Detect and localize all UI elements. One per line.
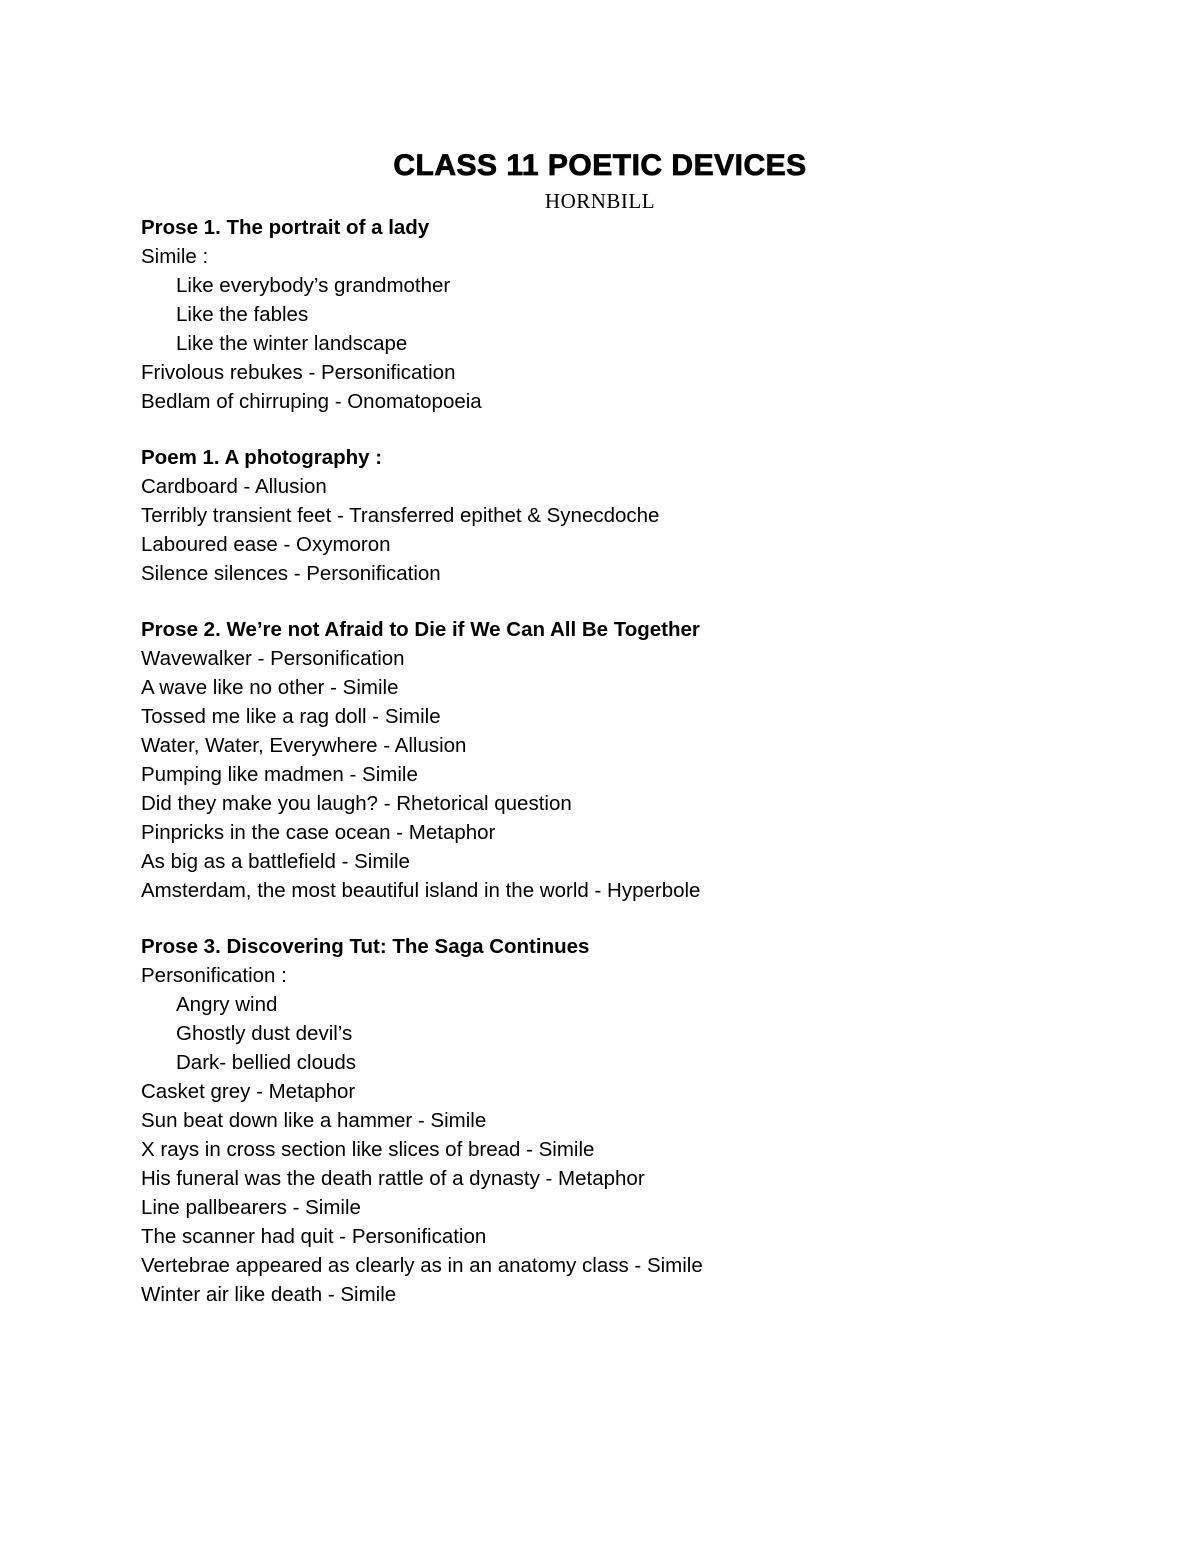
list-item-indented: Like the winter landscape (176, 332, 408, 355)
list-item: Silence silences - Personification (141, 562, 441, 585)
list-item: Line pallbearers - Simile (141, 1196, 361, 1219)
list-item: Wavewalker - Personification (141, 647, 405, 670)
list-item: Laboured ease - Oxymoron (141, 533, 391, 556)
section-spacer (141, 588, 1141, 615)
list-item-indented: Like everybody’s grandmother (176, 274, 451, 297)
list-item: As big as a battlefield - Simile (141, 850, 410, 873)
list-item: Vertebrae appeared as clearly as in an anatomy class - Simile (141, 1254, 703, 1277)
document-subtitle: HORNBILL (544, 189, 656, 213)
list-item: Terribly transient feet - Transferred epithet & Synecdoche (141, 504, 660, 527)
list-item: X rays in cross section like slices of bread - Simile (141, 1138, 595, 1161)
list-item-indented: Angry wind (176, 993, 278, 1016)
list-item: A wave like no other - Simile (141, 676, 399, 699)
list-item: Pumping like madmen - Simile (141, 763, 418, 786)
section-heading: Poem 1. A photography : (141, 446, 383, 469)
list-item: Winter air like death - Simile (141, 1283, 397, 1306)
list-item: Amsterdam, the most beautiful island in the world - Hyperbole (141, 879, 701, 902)
list-item-indented: Ghostly dust devil’s (176, 1022, 353, 1045)
list-item: Did they make you laugh? - Rhetorical question (141, 792, 572, 815)
list-item: His funeral was the death rattle of a dynasty - Metaphor (141, 1167, 645, 1190)
list-item: Cardboard - Allusion (141, 475, 327, 498)
list-item: The scanner had quit - Personification (141, 1225, 487, 1248)
list-item: Bedlam of chirruping - Onomatopoeia (141, 390, 482, 413)
section-spacer (141, 416, 1141, 443)
list-item: Frivolous rebukes - Personification (141, 361, 456, 384)
document-body (141, 213, 1141, 1309)
document-title: CLASS 11 POETIC DEVICES (393, 149, 807, 182)
list-item: Personification : (141, 964, 287, 987)
list-item: Pinpricks in the case ocean - Metaphor (141, 821, 496, 844)
list-item: Casket grey - Metaphor (141, 1080, 356, 1103)
list-item: Water, Water, Everywhere - Allusion (141, 734, 467, 757)
section-heading: Prose 2. We’re not Afraid to Die if We Can All Be Together (141, 618, 700, 641)
section-heading: Prose 1. The portrait of a lady (141, 216, 430, 239)
list-item: Simile : (141, 245, 209, 268)
list-item-indented: Like the fables (176, 303, 309, 326)
section-spacer (141, 905, 1141, 932)
list-item: Sun beat down like a hammer - Simile (141, 1109, 487, 1132)
list-item-indented: Dark- bellied clouds (176, 1051, 357, 1074)
list-item: Tossed me like a rag doll - Simile (141, 705, 441, 728)
section-heading: Prose 3. Discovering Tut: The Saga Continues (141, 935, 590, 958)
